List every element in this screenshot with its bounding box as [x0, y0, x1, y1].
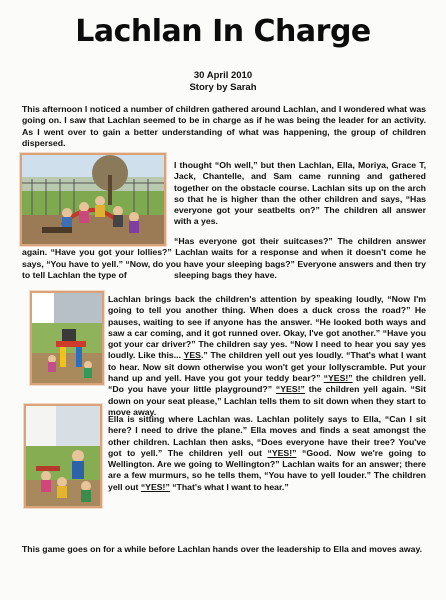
paragraph-wellington — [108, 414, 426, 493]
paragraph-suitcases: “Has everyone got their suitcases?” The children answer again. “Have you got your lollies?” Lachlan waits for a response and when it doesn't come he says, “You have to yell.” “Now, do you have your sleeping bags?” Everyone answers and then try to tell Lachlan the type of — [22, 236, 426, 280]
paragraph-gathering: I thought “Oh well,” but then Lachlan, Ella, Moriya, Grace T, Jack, Chantelle, and Sam came running and gathered together on the obstacle course. Lachlan sits up on the arch so that he is higher than the other children and says, “Has everyone got your seatbelts on?” The children all answer with a yes. — [174, 160, 426, 227]
yes-emphasis-2: “YES!” — [323, 373, 353, 384]
yes-emphasis-4: “YES!” — [267, 447, 297, 458]
photo-playground-image — [32, 293, 102, 383]
duck-joke-text-4: the children yell again. “Sit down on your seat please,” Lachlan tells them to sit down when they start to move away. — [108, 384, 426, 417]
paragraph-duck-joke — [108, 294, 426, 418]
yes-emphasis-1: YES — [183, 350, 201, 361]
paragraph-intro: This afternoon I noticed a number of children gathered around Lachlan, and I wondered what was going on. I saw that Lachlan seemed to be in charge as if he was being the leader for an activity. As I went over to gain a better understanding of what was happening, the group of children dispersed. — [22, 104, 426, 148]
wellington-text-2: “Good. Now we're going to Wellington. Are we going to Wellington?” Lachlan waits for an answer; there are a few murmurs, so he tells them, “You have to yell louder.” The children yell out — [108, 447, 426, 492]
photo-obstacle-course — [20, 153, 166, 246]
photo-playground — [30, 291, 104, 385]
duck-joke-text-3: the children yell. “Do you have your little playground?” — [108, 373, 426, 395]
yes-emphasis-3: “YES!” — [275, 384, 305, 395]
photo-plane-game — [24, 404, 102, 508]
story-date: 30 April 2010 — [193, 70, 253, 81]
page-title: Lachlan In Charge — [75, 14, 371, 49]
photo-plane-game-image — [26, 406, 100, 506]
wellington-text-3: “That's what I want to hear.” — [169, 481, 289, 492]
yes-emphasis-5: “YES!” — [140, 481, 170, 492]
duck-joke-text-1: Lachlan brings back the children's attention by speaking loudly, “Now I'm going to tell you another thing. When does a duck cross the road?” He pauses, waiting to see if anyone has the answer. “He looked both ways and saw a car coming, and it got runned over. Okay, I've got another.” “Have you got your car driver?” The children say yes. “Now I need to hear you say yes loudly. Like this... — [108, 294, 426, 361]
story-byline: Story by Sarah — [189, 82, 257, 93]
photo-obstacle-course-image — [22, 155, 164, 244]
paragraph-conclusion: This game goes on for a while before Lachlan hands over the leadership to Ella and moves away. — [22, 544, 423, 554]
paragraph-suitcases-end: sleeping bags they have. — [174, 270, 277, 280]
duck-joke-text-2: .” The children yell out yes loudly. “That's what I want to hear. Now sit down otherwise you won't get your lollyscramble. Put your hand up and yell. Have you got your teddy bear?” — [108, 350, 426, 384]
wellington-text-1: Ella is sitting where Lachlan was. Lachlan politely says to Ella, “Can I sit here? I need to drive the plane.” Ella moves and finds a seat amongst the other children. Lachlan then asks, “Does everyone have their tree? You've got to yell.” The children yell out — [108, 414, 426, 458]
